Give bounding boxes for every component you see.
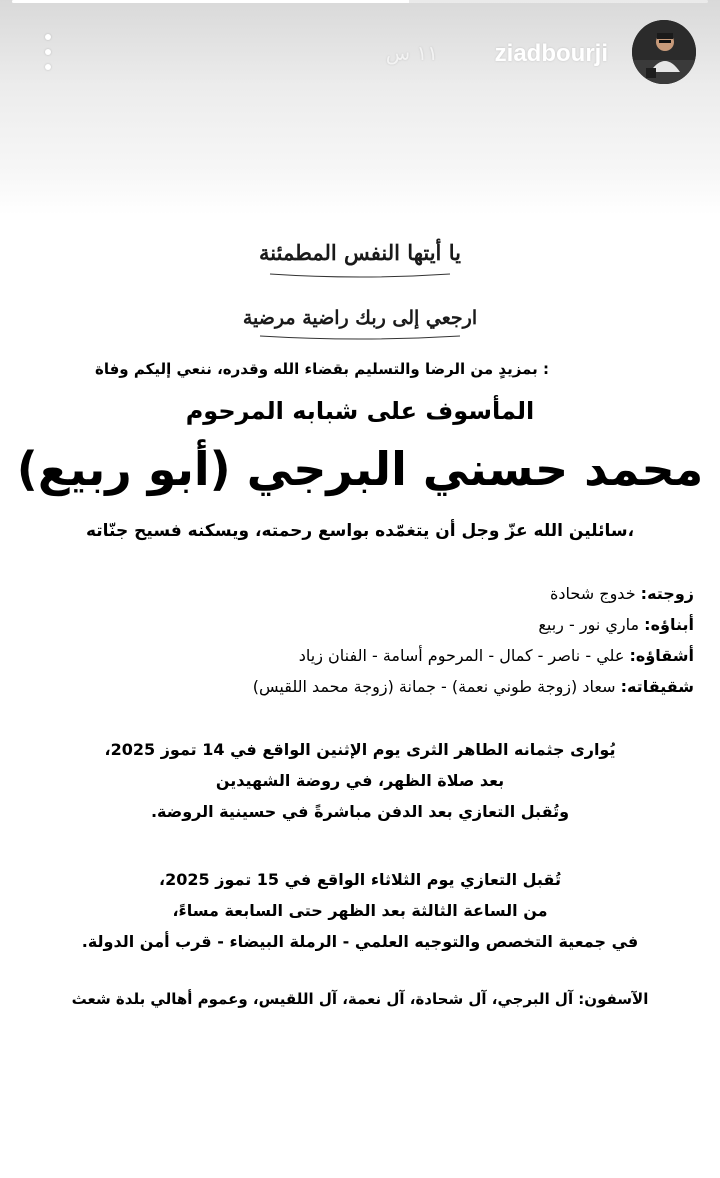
deceased-subtitle: المأسوف على شبابه المرحوم — [185, 397, 535, 425]
verse-line-2: ارجعي إلى ربك راضية مرضية — [242, 307, 478, 329]
family-value: سعاد (زوجة طوني نعمة) - جمانة (زوجة محمد اللقيس) — [252, 677, 616, 696]
mourners-text: الآسفون: آل البرجي، آل شحادة، آل نعمة، آل اللقيس، وعموم أهالي بلدة شعث — [71, 990, 649, 1008]
family-row-sisters — [34, 671, 694, 702]
family-label: شقيقاته: — [620, 677, 694, 696]
condolence-details — [0, 864, 720, 957]
family-row-children — [34, 609, 694, 640]
family-label: أبناؤه: — [644, 615, 694, 634]
deceased-name: محمد حسني البرجي (أبو ربيع) — [16, 442, 704, 496]
funeral-details — [0, 734, 720, 827]
family-row-brothers — [34, 640, 694, 671]
story-progress-fill — [12, 0, 409, 3]
avatar-image — [632, 20, 696, 84]
family-list — [34, 578, 694, 702]
condolence-line-1: تُقبل التعازي يوم الثلاثاء الواقع في 15 تموز 2025، — [159, 870, 561, 889]
family-row-wife — [34, 578, 694, 609]
more-options-icon[interactable] — [38, 34, 58, 70]
verse-line-1: يا أيتها النفس المطمئنة — [259, 240, 461, 265]
story-username[interactable]: ziadbourji — [494, 40, 608, 67]
funeral-line-3: وتُقبل التعازي بعد الدفن مباشرةً في حسينية الروضة. — [150, 802, 570, 821]
funeral-line-2: بعد صلاة الظهر، في روضة الشهيدين — [215, 771, 505, 790]
family-label: زوجته: — [640, 584, 694, 603]
condolence-line-3: في جمعية التخصص والتوجيه العلمي - الرملة البيضاء - قرب أمن الدولة. — [81, 932, 639, 951]
story-timestamp: ١١ س — [385, 41, 438, 65]
family-value: ماري نور - ربيع — [538, 615, 640, 634]
prayer-text: سائلين الله عزّ وجل أن يتغمّده بواسع رحمته، ويسكنه فسيح جنّاته، — [85, 521, 635, 541]
quran-verse-calligraphy — [230, 222, 490, 352]
family-value: خدوج شحادة — [550, 584, 636, 603]
family-label: أشقاؤه: — [629, 646, 694, 665]
avatar[interactable] — [632, 20, 696, 84]
story-progress-bar — [12, 0, 708, 3]
story-header-gradient — [0, 0, 720, 215]
condolence-line-2: من الساعة الثالثة بعد الظهر حتى السابعة مساءً، — [172, 901, 548, 920]
family-value: علي - ناصر - كمال - المرحوم أسامة - الفنان زياد — [298, 646, 625, 665]
intro-text: بمزيدٍ من الرضا والتسليم بقضاء الله وقدره، ننعي إليكم وفاة : — [95, 360, 549, 378]
funeral-line-1: يُوارى جثمانه الطاهر الثرى يوم الإثنين الواقع في 14 تموز 2025، — [104, 740, 616, 759]
